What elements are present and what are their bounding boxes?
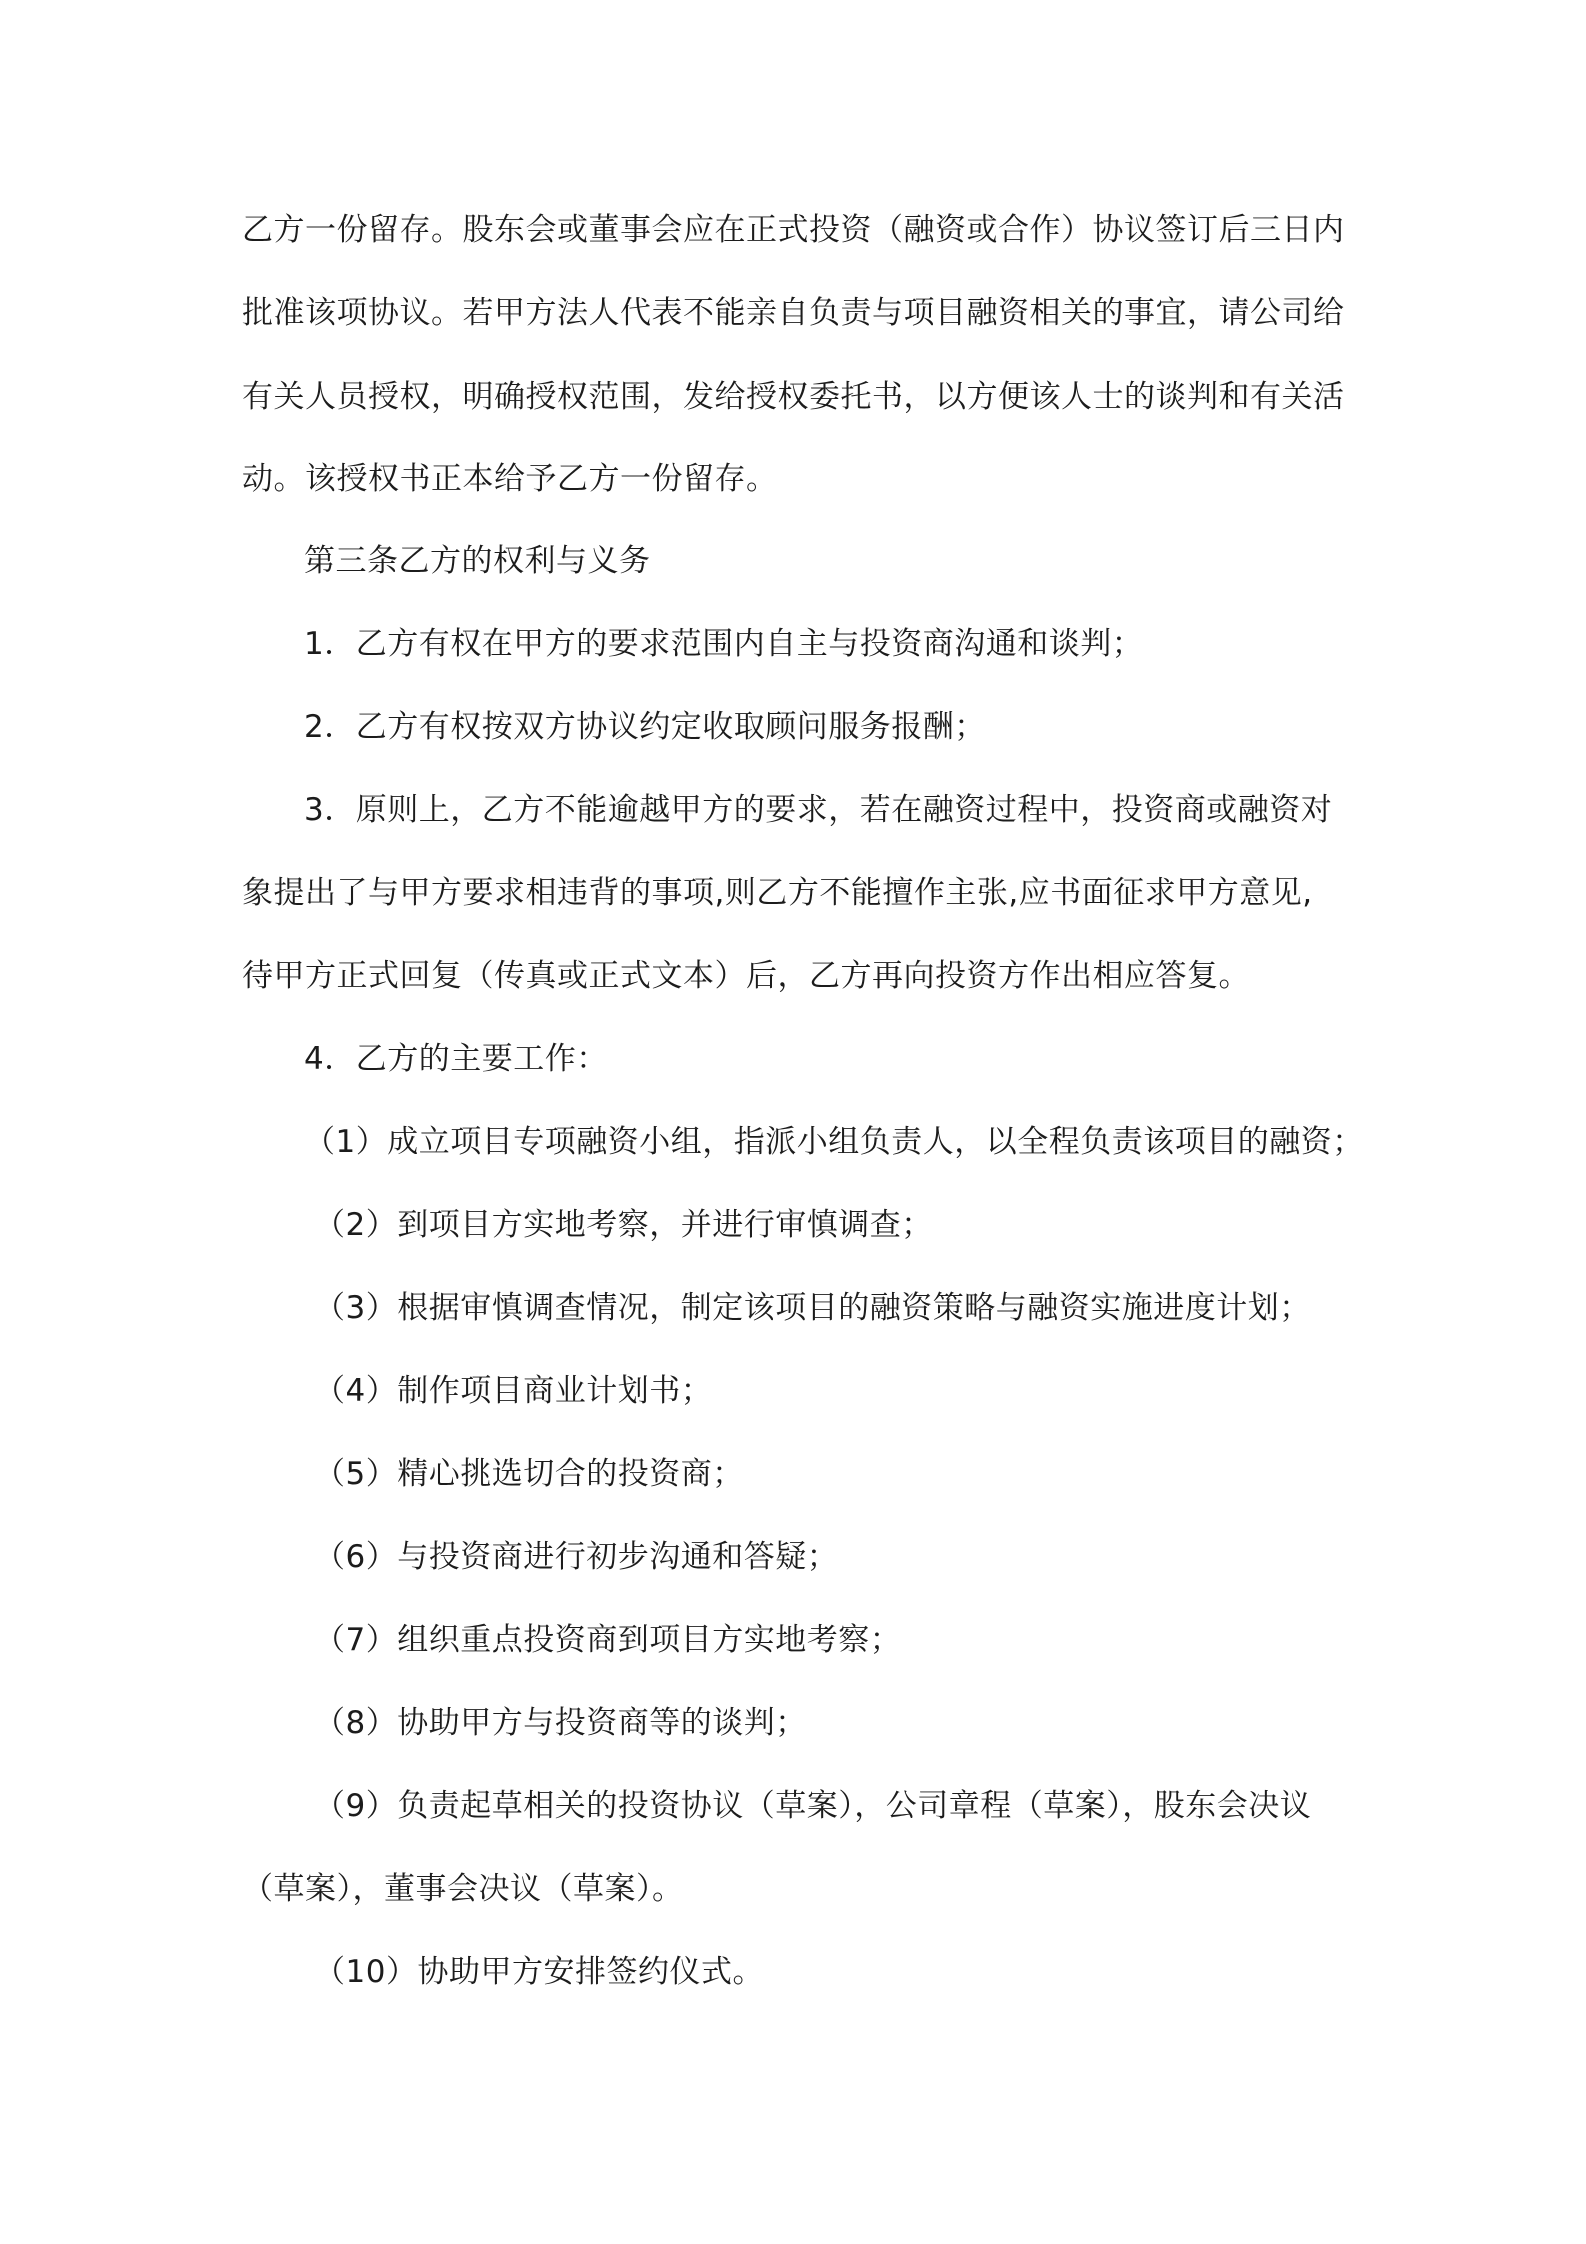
sub-list-item: （8）协助甲方与投资商等的谈判； — [314, 1705, 807, 1741]
sub-list-item: （7）组织重点投资商到项目方实地考察； — [314, 1622, 902, 1658]
sub-list-item: （1）成立项目专项融资小组，指派小组负责人，以全程负责该项目的融资； — [304, 1124, 1364, 1160]
list-item: 4．乙方的主要工作： — [304, 1041, 608, 1077]
sub-list-item: （6）与投资商进行初步沟通和答疑； — [314, 1539, 839, 1575]
sub-list-item: （3）根据审慎调查情况，制定该项目的融资策略与融资实施进度计划； — [314, 1290, 1311, 1326]
sub-list-item: （9）负责起草相关的投资协议（草案），公司章程（草案），股东会决议 — [314, 1788, 1312, 1824]
list-item: 3．原则上，乙方不能逾越甲方的要求，若在融资过程中，投资商或融资对 — [304, 792, 1333, 828]
paragraph-line: 乙方一份留存。股东会或董事会应在正式投资（融资或合作）协议签订后三日内 — [242, 212, 1345, 248]
sub-list-item: （2）到项目方实地考察，并进行审慎调查； — [314, 1207, 933, 1243]
paragraph-line: 有关人员授权，明确授权范围，发给授权委托书，以方便该人士的谈判和有关活 — [242, 379, 1345, 415]
sub-list-item: （4）制作项目商业计划书； — [314, 1373, 713, 1409]
paragraph-line: 象提出了与甲方要求相违背的事项,则乙方不能擅作主张,应书面征求甲方意见, — [242, 875, 1313, 911]
list-item: 1．乙方有权在甲方的要求范围内自主与投资商沟通和谈判； — [304, 626, 1144, 662]
sub-list-item: （10）协助甲方安排签约仪式。 — [314, 1954, 764, 1990]
paragraph-line: 动。该授权书正本给予乙方一份留存。 — [242, 461, 778, 497]
sub-list-item: （5）精心挑选切合的投资商； — [314, 1456, 744, 1492]
paragraph-line: （草案），董事会决议（草案）。 — [242, 1871, 684, 1907]
list-item: 2．乙方有权按双方协议约定收取顾问服务报酬； — [304, 709, 986, 745]
paragraph-line: 批准该项协议。若甲方法人代表不能亲自负责与项目融资相关的事宜，请公司给 — [242, 295, 1345, 331]
paragraph-line: 待甲方正式回复（传真或正式文本）后，乙方再向投资方作出相应答复。 — [242, 958, 1250, 994]
section-heading: 第三条乙方的权利与义务 — [304, 543, 651, 579]
